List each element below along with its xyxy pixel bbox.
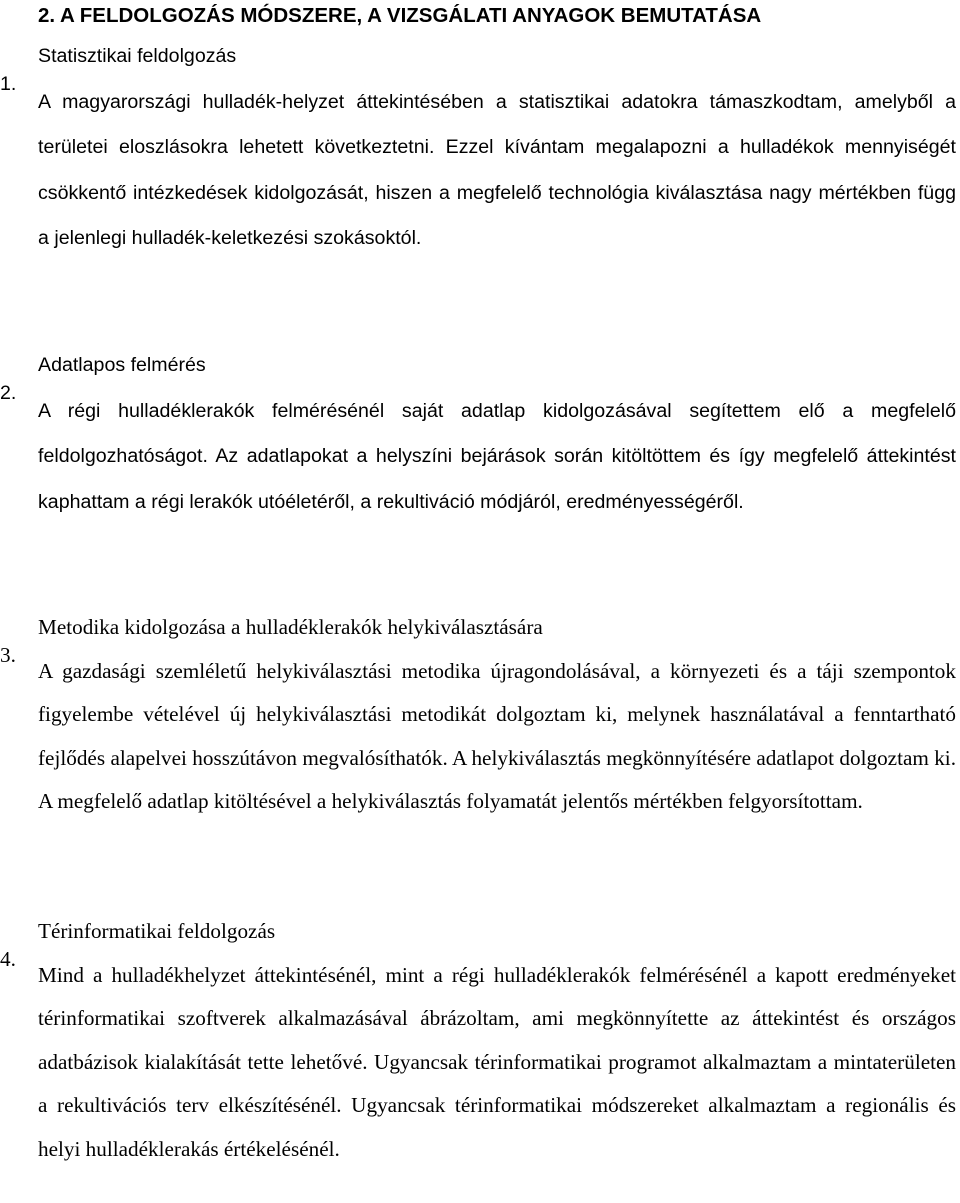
section-title [0, 34, 956, 95]
section-number: 1. [0, 73, 17, 95]
section-title-text: Statisztikai feldolgozás [38, 45, 237, 67]
section-site-selection-method [0, 606, 956, 824]
section-paragraph: A magyarországi hulladék-helyzet áttekintésében a statisztikai adatokra támaszkodtam, amelyből a területei eloszlásokra lehetett következtetni. Ezzel kívántam megalapozni a hulladékok mennyiségét csökkentő intézkedések kidolgozását, hiszen a megfelelő technológia kiválasztása nagy mértékben függ a jelenlegi hulladék-keletkezési szokásoktól. [38, 90, 956, 249]
chapter-heading: 2. A FELDOLGOZÁS MÓDSZERE, A VIZSGÁLATI ANYAGOK BEMUTATÁSA [38, 4, 762, 27]
section-paragraph: A régi hulladéklerakók felmérésénél saját adatlap kidolgozásával segítettem elő a megfelelő feldolgozhatóságot. Az adatlapokat a helyszíni bejárások során kitöltöttem és így megfelelő áttekintést kaphattam a régi lerakók utóéletéről, a rekultiváció módjáról, eredményességéről. [38, 399, 956, 513]
section-title [0, 606, 956, 667]
section-title-text: Metodika kidolgozása a hulladéklerakók helykiválasztására [38, 615, 543, 639]
section-paragraph: Mind a hulladékhelyzet áttekintésénél, mint a régi hulladéklerakók felmérésénél a kapott eredményeket térinformatikai szoftverek alkalmazásával ábrázoltam, ami megkönnyítette az áttekintést és országos adatbázisok kialakítását tette lehetővé. Ugyancsak térinformatikai programot alkalmaztam a mintaterületen a rekultivációs terv elkészítésénél. Ugyancsak térinformatikai módszereket alkalmaztam a regionális és helyi hulladéklerakás értékelésénél. [38, 962, 956, 1161]
section-title [0, 910, 956, 971]
section-statistical-processing [0, 34, 956, 262]
section-paragraph: A gazdasági szemléletű helykiválasztási metodika újragondolásával, a környezeti és a táji szempontok figyelembe vételével új helykiválasztási metodikát dolgoztam ki, melynek használatával a fenntartható fejlődés alapelvei hosszútávon megvalósíthatók. A helykiválasztás megkönnyítésére adatlapot dolgoztam ki. A megfelelő adatlap kitöltésével a helykiválasztás folyamatát jelentős mértékben felgyorsítottam. [38, 658, 956, 813]
section-datasheet-survey [0, 343, 956, 525]
section-title [0, 343, 956, 404]
section-number: 2. [0, 382, 17, 404]
section-title-text: Térinformatikai feldolgozás [38, 919, 276, 943]
section-number: 3. [0, 643, 16, 667]
section-title-text: Adatlapos felmérés [38, 354, 206, 376]
section-gis-processing [0, 910, 956, 1171]
section-number: 4. [0, 947, 16, 971]
